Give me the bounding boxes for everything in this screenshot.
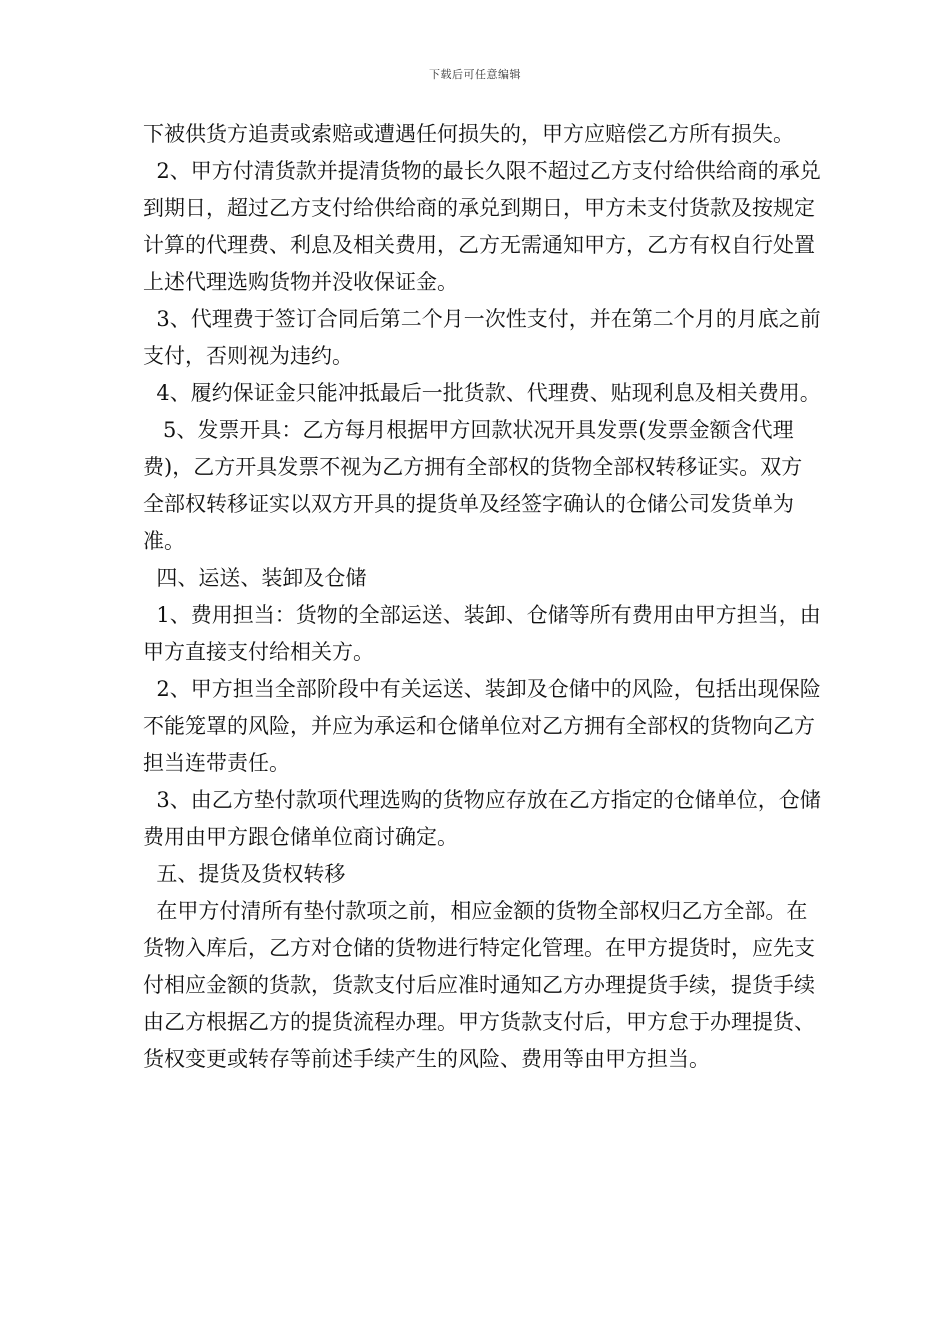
header-note: 下载后可任意编辑 xyxy=(429,68,521,81)
paragraph-payment-deadline: 2、甲方付清货款并提清货物的最长久限不超过乙方支付给供给商的承兑到期日，超过乙方支付给供给商的承兑到期日，甲方未支付货款及按规定计算的代理费、利息及相关费用，乙方无需通知甲方，乙方有权自行处置上述代理选购货物并没收保证金。 xyxy=(143,159,821,294)
paragraph-ownership-transfer: 在甲方付清所有垫付款项之前，相应金额的货物全部权归乙方全部。在货物入库后，乙方对仓储的货物进行特定化管理。在甲方提货时，应先支付相应金额的货款，货款支付后应准时通知乙方办理提货手续，提货手续由乙方根据乙方的提货流程办理。甲方货款支付后，甲方怠于办理提货、货权变更或转存等前述手续产生的风险、费用等由甲方担当。 xyxy=(143,899,815,1071)
section-heading-transport: 四、运送、装卸及仓储 xyxy=(143,566,367,590)
section-heading-delivery: 五、提货及货权转移 xyxy=(143,862,346,886)
paragraph-agency-fee: 3、代理费于签订合同后第二个月一次性支付，并在第二个月的月底之前支付，否则视为违约。 xyxy=(143,307,821,368)
document-body xyxy=(143,116,823,1078)
paragraph-performance-bond: 4、履约保证金只能冲抵最后一批货款、代理费、贴现利息及相关费用。 xyxy=(143,381,821,405)
paragraph-risk-bearing: 2、甲方担当全部阶段中有关运送、装卸及仓储中的风险，包括出现保险不能笼罩的风险，并应为承运和仓储单位对乙方拥有全部权的货物向乙方担当连带责任。 xyxy=(143,677,821,775)
paragraph-invoicing: 5、发票开具：乙方每月根据甲方回款状况开具发票(发票金额含代理费)，乙方开具发票不视为乙方拥有全部权的货物全部权转移证实。双方全部权转移证实以双方开具的提货单及经签字确认的仓储公司发货单为准。 xyxy=(143,418,803,553)
paragraph-cost-bearing: 1、费用担当：货物的全部运送、装卸、仓储等所有费用由甲方担当，由甲方直接支付给相关方。 xyxy=(143,603,821,664)
paragraph-storage: 3、由乙方垫付款项代理选购的货物应存放在乙方指定的仓储单位，仓储费用由甲方跟仓储单位商讨确定。 xyxy=(143,788,821,849)
paragraph-liability-continuation: 下被供货方追责或索赔或遭遇任何损失的，甲方应赔偿乙方所有损失。 xyxy=(143,122,794,146)
